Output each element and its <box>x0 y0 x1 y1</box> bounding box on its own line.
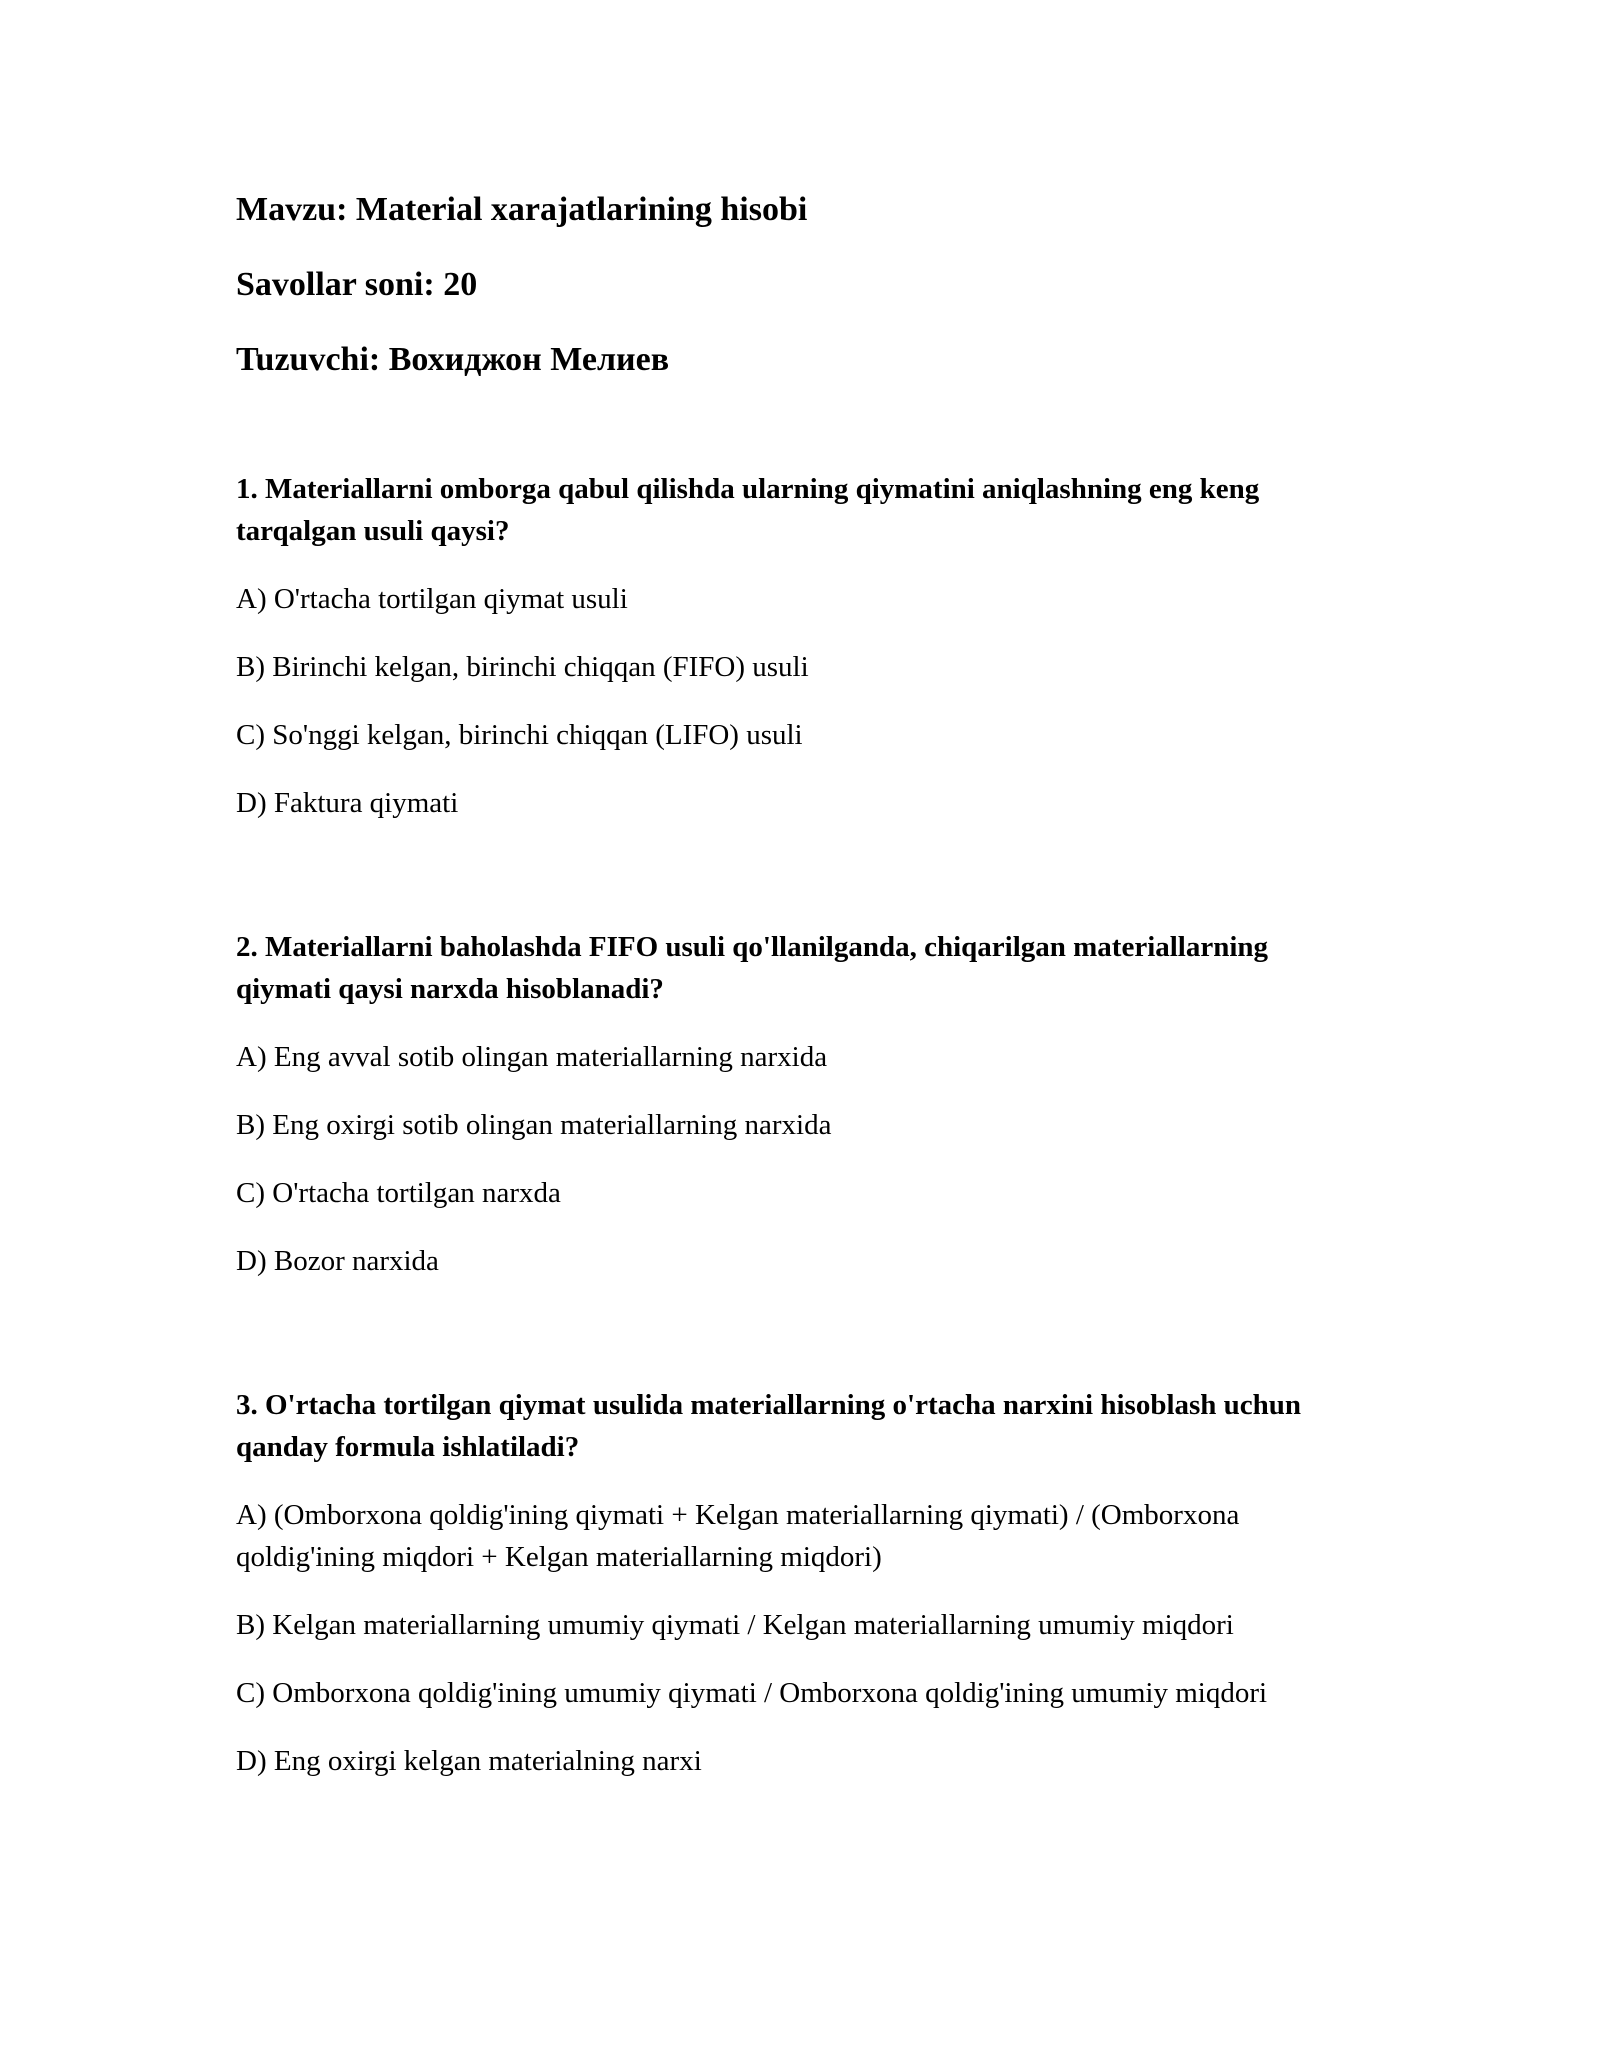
option-b: B) Birinchi kelgan, birinchi chiqqan (FIFO) usuli <box>236 651 809 683</box>
question-2 <box>236 926 1366 1282</box>
option-d: D) Bozor narxida <box>236 1245 439 1277</box>
question-count-heading: Savollar soni: 20 <box>236 266 478 303</box>
question-text: 1. Materiallarni omborga qabul qilishda ularning qiymatini aniqlashning eng keng tarqalgan usuli qaysi? <box>236 473 1260 547</box>
option-c: C) O'rtacha tortilgan narxda <box>236 1177 561 1209</box>
document-header <box>236 186 1366 384</box>
question-text: 2. Materiallarni baholashda FIFO usuli qo'llanilganda, chiqarilgan materiallarning qiymati qaysi narxda hisoblanadi? <box>236 931 1269 1005</box>
author-heading: Tuzuvchi: Вохиджон Мелиев <box>236 341 670 378</box>
option-c: C) Omborxona qoldig'ining umumiy qiymati / Omborxona qoldig'ining umumiy miqdori <box>236 1677 1268 1709</box>
document-content <box>236 186 1366 1782</box>
option-b: B) Eng oxirgi sotib olingan materiallarning narxida <box>236 1109 832 1141</box>
question-text: 3. O'rtacha tortilgan qiymat usulida materiallarning o'rtacha narxini hisoblash uchun qanday formula ishlatiladi? <box>236 1389 1302 1463</box>
option-a: A) O'rtacha tortilgan qiymat usuli <box>236 583 628 615</box>
option-a: A) (Omborxona qoldig'ining qiymati + Kelgan materiallarning qiymati) / (Omborxona qoldig'ining miqdori + Kelgan materiallarning miqdori) <box>236 1499 1240 1573</box>
option-c: C) So'nggi kelgan, birinchi chiqqan (LIFO) usuli <box>236 719 803 751</box>
topic-heading: Mavzu: Material xarajatlarining hisobi <box>236 191 808 228</box>
option-a: A) Eng avval sotib olingan materiallarning narxida <box>236 1041 828 1073</box>
question-3 <box>236 1384 1366 1782</box>
question-1 <box>236 468 1366 824</box>
option-d: D) Eng oxirgi kelgan materialning narxi <box>236 1745 702 1777</box>
option-b: B) Kelgan materiallarning umumiy qiymati / Kelgan materiallarning umumiy miqdori <box>236 1609 1234 1641</box>
option-d: D) Faktura qiymati <box>236 787 459 819</box>
